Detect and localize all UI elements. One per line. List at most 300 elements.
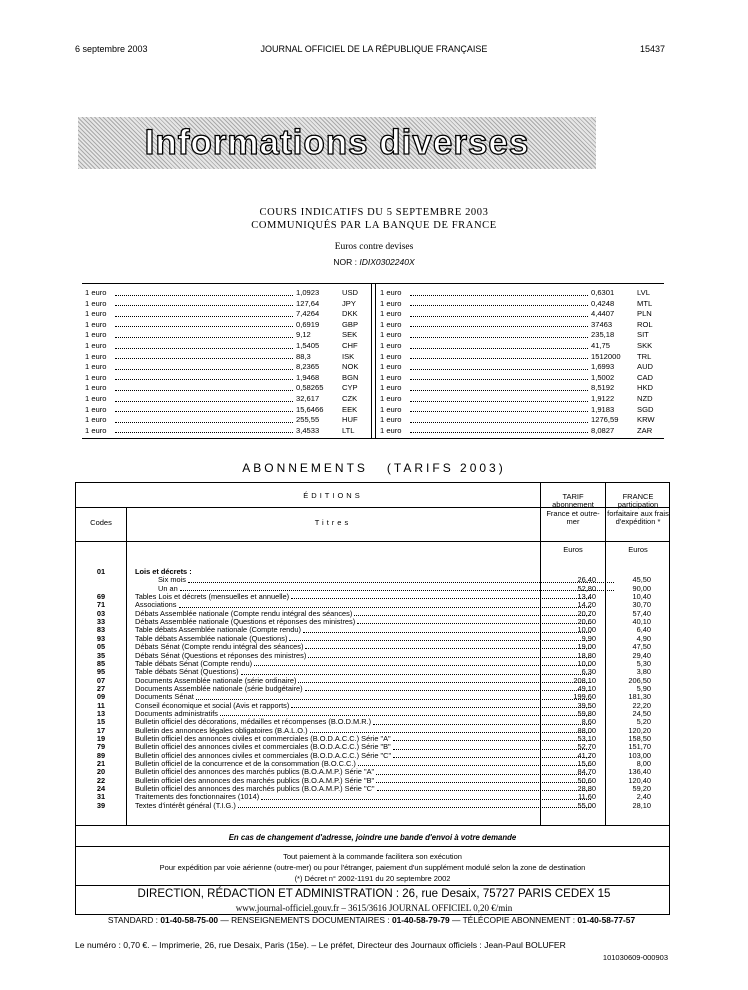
page-number: 15437 [640,44,666,54]
row-code: 21 [96,759,106,769]
row-price-tarif: 52,80 [577,583,596,593]
nor-value: IDIX0302240X [359,257,415,267]
abonnements-title: ABONNEMENTS (TARIFS 2003) [242,461,506,475]
rate-label: 1 euro [85,362,107,372]
rate-value: 235,18 [591,330,615,340]
row-code: 07 [96,675,106,685]
row-price-france: 103,00 [628,750,651,760]
rate-value: 32,617 [296,393,320,403]
row-code: 93 [96,633,106,643]
row-price-tarif: 13,40 [577,592,596,602]
rate-value: 0,4248 [591,298,615,308]
row-price-france: 2,40 [636,792,651,802]
rate-row [82,309,370,320]
rate-label: 1 euro [85,288,107,297]
dot-leader [238,802,591,808]
dot-leader [179,601,592,607]
renseignements-number: 01-40-58-79-79 [391,915,450,925]
row-price-tarif: 10,00 [577,625,596,635]
row-title: Bulletin des annonces légales obligatoires (B.A.L.O.) [135,725,308,735]
rate-value: 255,55 [296,415,320,425]
row-price-france: 136,40 [628,767,651,777]
row-code: 13 [96,708,106,718]
renseignements-label: — RENSEIGNEMENTS DOCUMENTAIRES : [220,915,390,925]
row-price-france: 120,20 [628,725,651,735]
rate-label: 1 euro [380,425,402,435]
row-price-france: 4,90 [636,633,651,643]
row-price-tarif: 10,00 [577,658,596,668]
dot-leader [115,352,293,360]
dot-leader [115,394,293,402]
rate-value: 8,5192 [591,383,615,393]
rate-label: 1 euro [85,330,107,340]
exchange-rates-table [82,283,664,439]
direction-web: www.journal-officiel.gouv.fr – 3615/3616 JOURNAL OFFICIEL 0,20 €/min [235,903,513,913]
tarif-header: TARIF abonnement France et outre-mer [546,492,600,527]
row-price-france: 47,50 [632,642,651,652]
rate-label: 1 euro [85,404,107,414]
subscription-table [75,482,670,915]
dot-leader [410,299,588,307]
rate-label: 1 euro [380,309,402,319]
change-address-note: En cas de changement d'adresse, joindre une bande d'envoi à votre demande [228,833,517,842]
row-title: Débats Sénat (Compte rendu intégral des séances) [135,642,304,652]
row-title: Tables Lois et décrets (mensuelles et annuelle) [135,592,290,602]
row-title: Documents Sénat [135,692,194,702]
cours-title-1: COURS INDICATIFS DU 5 SEPTEMBRE 2003 [259,207,489,218]
row-title: Documents Assemblée nationale (série budgétaire) [135,683,303,693]
rate-value: 15,6466 [296,404,324,414]
payment-note-2: Pour expédition par voie aérienne (outre-mer) ou pour l'étranger, paiement d'un supplément modulé selon la zone de destination [159,863,586,872]
rate-row [377,341,665,352]
rate-label: 1 euro [380,393,402,403]
rate-currency: JPY [342,298,356,308]
rate-row [82,415,370,426]
row-title: Six mois [158,575,186,585]
rate-value: 9,12 [296,330,311,340]
row-price-tarif: 19,00 [577,642,596,652]
rate-row [82,330,370,341]
row-price-france: 29,40 [632,650,651,660]
row-price-france: 3,80 [636,667,651,677]
dot-leader [410,309,588,317]
contact-line [75,915,668,925]
rate-currency: BGN [342,372,359,382]
rate-row [82,320,370,331]
row-price-tarif: 8,60 [581,717,596,727]
rate-currency: HUF [342,415,358,425]
rate-row [82,373,370,384]
rate-label: 1 euro [85,393,107,403]
row-price-tarif: 11,60 [578,792,596,802]
row-price-france: 181,30 [628,692,651,702]
rate-label: 1 euro [380,372,402,382]
rate-value: 7,4264 [296,309,320,319]
rate-row [377,394,665,405]
rate-value: 1276,59 [591,415,619,425]
dot-leader [410,352,588,360]
row-title: Bulletin officiel des annonces des marchés publics (B.O.A.M.P.) Série "B" [135,775,375,785]
dot-leader [410,330,588,338]
rate-row [377,362,665,373]
row-price-france: 90,00 [632,583,651,593]
rate-value: 0,6301 [591,288,615,297]
row-price-tarif: 84,70 [577,767,596,777]
titres-header: Titres [314,518,352,527]
row-price-france: 5,90 [636,683,651,693]
dot-leader [410,362,588,370]
rate-currency: SEK [342,330,358,340]
row-title: Débats Sénat (Questions et réponses des ministres) [135,650,307,660]
row-price-tarif: 18,80 [577,650,596,660]
cours-subtitle: Euros contre devises [334,242,414,252]
rate-value: 127,64 [296,298,320,308]
row-price-tarif: 20,70 [577,608,596,618]
codes-header: Codes [90,518,112,527]
rate-value: 8,0827 [591,425,615,435]
row-title: Table débats Assemblée nationale (Compte rendu) [135,625,301,635]
rate-currency: LVL [637,288,650,297]
rate-value: 88,3 [296,351,311,361]
row-code: 35 [96,650,106,660]
journal-title: JOURNAL OFFICIEL DE LA RÉPUBLIQUE FRANÇAISE [260,44,488,54]
standard-label: STANDARD : [107,915,158,925]
row-title: Bulletin officiel de la concurrence et de la consommation (B.O.C.C.) [135,759,356,769]
euros-header-france: Euros [628,545,648,554]
rate-value: 0,6919 [296,319,320,329]
row-price-france: 22,20 [632,700,651,710]
row-price-france: 206,50 [628,675,651,685]
direction-divider [76,885,669,886]
dot-leader [220,710,591,716]
row-price-tarif: 39,50 [577,700,596,710]
dot-leader [115,330,293,338]
rates-left-column [82,288,370,436]
rate-currency: LTL [342,425,355,435]
row-title: Table débats Sénat (Questions) [135,667,239,677]
banner-title: Informations diverses [144,123,530,162]
row-price-tarif: 208,10 [573,675,596,685]
section-banner [78,117,596,169]
rate-value: 1,0923 [296,288,320,297]
row-code: 11 [97,700,105,710]
rate-label: 1 euro [85,298,107,308]
row-price-france: 158,50 [628,734,651,743]
rate-currency: CZK [342,393,358,403]
rate-label: 1 euro [85,372,107,382]
row-code: 39 [96,800,106,810]
row-code: 20 [96,767,106,777]
rate-row [377,352,665,363]
rate-label: 1 euro [85,351,107,361]
france-header: FRANCE participation forfaitaire aux frais d'expédition * [607,492,669,527]
row-price-tarif: 50,60 [577,775,596,785]
rate-value: 1,5002 [591,372,615,382]
row-price-france: 6,40 [636,625,651,635]
direction-title: DIRECTION, RÉDACTION ET ADMINISTRATION : 26, rue Desaix, 75727 PARIS CEDEX 15 [137,888,611,900]
rate-label: 1 euro [380,415,402,425]
row-price-france: 120,40 [628,775,651,785]
rate-row [377,299,665,310]
row-code: 89 [96,750,106,760]
row-price-tarif: 53,10 [577,734,596,743]
row-title: Documents administratifs [135,708,218,718]
dot-leader [410,426,588,434]
rate-row [377,288,665,299]
rate-currency: PLN [637,309,652,319]
row-code: 83 [96,625,106,635]
rates-right-column [377,288,665,436]
rate-row [82,362,370,373]
dot-leader [115,341,293,349]
rate-value: 0,58265 [296,383,324,393]
dot-leader [410,373,588,381]
dot-leader [410,383,588,391]
dot-leader [410,394,588,402]
row-title: Bulletin officiel des décorations, médailles et récompenses (B.O.D.M.R.) [135,717,372,727]
dot-leader [254,660,591,666]
rate-label: 1 euro [380,288,402,297]
row-price-france: 5,20 [636,717,651,727]
rate-currency: CHF [342,340,358,350]
row-title: Débats Assemblée nationale (Compte rendu intégral des séances) [135,608,353,618]
dot-leader [115,383,293,391]
rate-row [377,383,665,394]
row-code: 03 [96,608,106,618]
dot-leader [115,415,293,423]
row-title: Table débats Assemblée nationale (Questions) [135,633,288,643]
row-code: 85 [96,658,106,668]
row-code: 09 [96,692,106,702]
row-price-france: 57,40 [632,608,651,618]
row-code: 31 [96,792,106,802]
row-price-france: 45,50 [632,575,651,585]
rate-row [377,415,665,426]
editions-header: ÉDITIONS [303,491,363,500]
rate-currency: CAD [637,372,654,382]
rate-currency: SIT [637,330,649,340]
rate-row [82,299,370,310]
rate-currency: SKK [637,340,653,350]
rate-currency: CYP [342,383,358,393]
rate-label: 1 euro [380,351,402,361]
nor-label: NOR : [333,257,357,267]
standard-number: 01-40-58-75-00 [160,915,219,925]
row-price-france: 5,30 [636,658,651,668]
row-title: Bulletin officiel des annonces des marchés publics (B.O.A.M.P.) Série "A" [135,767,375,777]
rate-value: 1,5405 [296,340,320,350]
rate-currency: MTL [637,298,653,308]
row-price-france: 59,20 [632,784,651,794]
row-title: Bulletin officiel des annonces civiles et commerciales (B.O.D.A.C.C.) Série "A" [135,734,391,743]
rate-label: 1 euro [380,340,402,350]
dot-leader [115,320,293,328]
row-price-tarif: 26,40 [577,575,596,585]
head-divider-main [76,541,669,542]
row-title: Table débats Sénat (Compte rendu) [135,658,253,668]
rate-value: 1,9183 [591,404,615,414]
row-title: Documents Assemblée nationale (série ordinaire) [135,675,297,685]
rate-label: 1 euro [380,319,402,329]
payment-note-1: Tout paiement à la commande facilitera son exécution [283,852,462,861]
rate-row [377,309,665,320]
row-code: 69 [96,592,106,602]
row-code: 22 [96,775,106,785]
row-price-tarif: 41,70 [577,750,596,760]
rate-currency: TRL [637,351,652,361]
dot-leader [261,793,591,799]
rate-row [82,352,370,363]
rate-row [82,383,370,394]
row-title: Débats Assemblée nationale (Questions et réponses des ministres) [135,617,356,627]
rate-value: 4,4407 [591,309,615,319]
row-price-tarif: 55,00 [577,800,596,810]
row-code: 01 [96,567,106,576]
row-title: Lois et décrets : [135,567,192,576]
row-code: 24 [96,784,106,794]
rate-row [377,330,665,341]
rate-row [377,320,665,331]
row-code: 15 [96,717,106,727]
rate-label: 1 euro [85,319,107,329]
rate-label: 1 euro [380,383,402,393]
row-code: 71 [96,600,106,610]
row-title: Bulletin officiel des annonces civiles et commerciales (B.O.D.A.C.C.) Série "B" [135,742,391,752]
row-price-tarif: 20,60 [577,617,596,627]
dot-leader [241,668,591,674]
nor-line [0,257,748,267]
rate-currency: GBP [342,319,359,329]
row-price-tarif: 199,60 [573,692,596,702]
row-price-tarif: 14,20 [577,600,596,610]
rate-value: 41,75 [591,340,611,350]
rate-currency: NOK [342,362,359,372]
row-title: Traitements des fonctionnaires (1014) [135,792,260,802]
row-title-cell [135,802,595,810]
rate-currency: HKD [637,383,654,393]
row-title: Conseil économique et social (Avis et rapports) [135,700,290,710]
rate-value: 1512000 [591,351,621,361]
dot-leader [115,309,293,317]
dot-leader [115,426,293,434]
row-code: 79 [96,742,106,752]
row-price-france: 151,70 [628,742,651,752]
euros-header-tarif: Euros [563,545,583,554]
row-title: Associations [135,600,177,610]
dot-leader [115,405,293,413]
row-title-cell [135,593,595,601]
row-title: Bulletin officiel des annonces civiles et commerciales (B.O.D.A.C.C.) Série "C" [135,750,392,760]
row-price-tarif: 59,80 [577,708,596,718]
dot-leader [410,341,588,349]
rate-row [82,341,370,352]
rate-label: 1 euro [380,298,402,308]
rate-label: 1 euro [85,415,107,425]
rate-value: 1,9468 [296,372,320,382]
rate-row [377,405,665,416]
rate-value: 1,9122 [591,393,615,403]
row-title: Textes d'intérêt général (T.I.G.) [135,800,236,810]
rate-label: 1 euro [380,404,402,414]
row-code: 19 [96,734,106,743]
row-price-france: 40,10 [632,617,651,627]
rate-currency: ZAR [637,425,653,435]
dot-leader [410,320,588,328]
rate-currency: NZD [637,393,653,403]
row-code: 95 [96,667,106,677]
rate-value: 37463 [591,319,613,329]
row-price-france: 24,50 [632,708,651,718]
row-price-tarif: 88,00 [577,725,596,735]
row-code: 17 [96,725,106,735]
header-date: 6 septembre 2003 [75,44,148,54]
row-title: Bulletin officiel des annonces des marchés publics (B.O.A.M.P.) Série "C" [135,784,375,794]
rate-row [82,405,370,416]
dot-leader [410,415,588,423]
table-row [76,802,669,810]
row-code: 27 [96,683,106,693]
row-price-tarif: 6,30 [581,667,596,677]
telecopie-label: — TÉLÉCOPIE ABONNEMENT : [452,915,576,925]
rate-currency: ROL [637,319,653,329]
dot-leader [115,362,293,370]
row-title-cell [135,685,595,693]
rate-value: 1,6993 [591,362,615,372]
dot-leader [410,405,588,413]
body-divider [76,825,669,826]
rate-label: 1 euro [380,330,402,340]
row-price-tarif: 28,80 [577,784,596,794]
cours-title-2: COMMUNIQUÉS PAR LA BANQUE DE FRANCE [251,220,497,231]
rate-label: 1 euro [85,425,107,435]
footer-code: 101030609-000903 [602,953,668,962]
rate-row [82,288,370,299]
note-divider [76,846,669,847]
payment-note-3: (*) Décret n° 2002-1191 du 20 septembre 2002 [294,874,451,883]
row-price-france: 10,40 [632,592,651,602]
rate-row [82,394,370,405]
dot-leader [115,288,293,296]
dot-leader [115,373,293,381]
row-price-france: 8,00 [636,759,651,769]
payment-notes [76,851,669,884]
dot-leader [115,299,293,307]
rate-currency: KRW [637,415,655,425]
dot-leader [410,288,588,296]
row-price-tarif: 9,90 [581,633,596,643]
rate-label: 1 euro [85,309,107,319]
rate-row [82,426,370,437]
row-price-france: 28,10 [632,800,651,810]
rate-currency: ISK [342,351,355,361]
row-price-tarif: 52,70 [577,742,596,752]
row-title: Un an [158,583,178,593]
row-price-tarif: 49,10 [577,683,596,693]
rate-label: 1 euro [380,362,402,372]
rate-currency: DKK [342,309,358,319]
telecopie-number: 01-40-58-77-57 [577,915,636,925]
row-price-tarif: 15,60 [577,759,596,769]
row-code: 33 [96,617,106,627]
rate-label: 1 euro [85,340,107,350]
rate-value: 8,2365 [296,362,320,372]
rate-value: 3,4533 [296,425,320,435]
rate-currency: USD [342,288,359,297]
rate-currency: AUD [637,362,654,372]
rates-divider [371,284,376,438]
row-code: 05 [96,642,106,652]
rate-label: 1 euro [85,383,107,393]
